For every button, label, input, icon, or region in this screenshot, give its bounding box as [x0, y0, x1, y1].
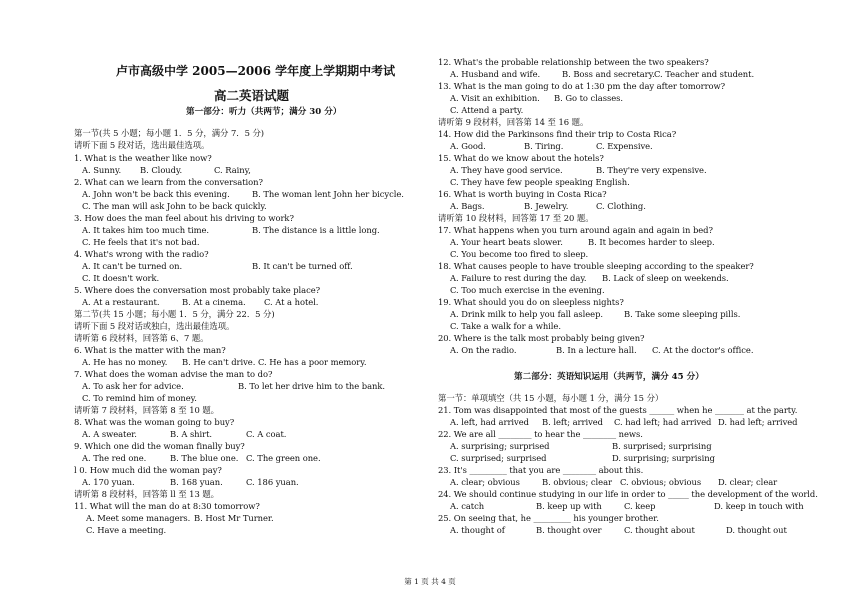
- question-10: l 0. How much did the woman pay?: [74, 465, 222, 475]
- option-3a: A. It takes him too much time.: [82, 225, 210, 235]
- option-16c: C. Clothing.: [596, 201, 646, 211]
- material-8-note: 请听第 8 段材料，回答第 ll 至 13 题。: [74, 489, 219, 499]
- option-21c: C. had left; had arrived: [614, 417, 712, 427]
- option-13a: A. Visit an exhibition.: [450, 93, 540, 103]
- option-23a: A. clear; obvious: [450, 477, 520, 487]
- option-25b: B. thought over: [536, 525, 602, 535]
- option-15c: C. They have few people speaking English.: [450, 177, 630, 187]
- question-12: 12. What's the probable relationship between the two speakers?: [438, 57, 709, 67]
- question-25: 25. On seeing that, he _________ his younger brother.: [438, 513, 659, 523]
- option-12c: C. Teacher and student.: [654, 69, 755, 79]
- option-13b: B. Go to classes.: [554, 93, 623, 103]
- question-3: 3. How does the man feel about his driving to work?: [74, 213, 294, 223]
- option-4a: A. It can't be turned on.: [82, 261, 183, 271]
- material-10-note: 请听第 10 段材料，回答第 17 至 20 题。: [438, 213, 594, 223]
- option-19a: A. Drink milk to help you fall asleep.: [450, 309, 604, 319]
- option-9c: C. The green one.: [246, 453, 321, 463]
- option-15b: B. They're very expensive.: [596, 165, 707, 175]
- question-20: 20. Where is the talk most probably being given?: [438, 333, 645, 343]
- option-5b: B. At a cinema.: [182, 297, 246, 307]
- option-4b: B. It can't be turned off.: [252, 261, 353, 271]
- option-18c: C. Too much exercise in the evening.: [450, 285, 605, 295]
- option-7c: C. To remind him of money.: [82, 393, 197, 403]
- section2-instruction: 请听下面 5 段对话或独白，选出最佳选项。: [74, 321, 235, 331]
- option-22b: B. surprised; surprising: [612, 441, 712, 451]
- section1-instruction: 请听下面 5 段对话，选出最佳选项。: [74, 140, 210, 150]
- question-23: 23. It's _________ that you are ________ about this.: [438, 465, 644, 475]
- question-1: 1. What is the weather like now?: [74, 153, 212, 163]
- option-20a: A. On the radio.: [450, 345, 517, 355]
- option-20b: B. In a lecture hall.: [556, 345, 637, 355]
- option-2a: A. John won't be back this evening.: [82, 189, 230, 199]
- material-9-note: 请听第 9 段材料，回答第 14 至 16 题。: [438, 117, 589, 127]
- part2-section1-heading: 第一节：单项填空（共 15 小题，每小题 1 分，满分 15 分）: [438, 393, 664, 403]
- option-9b: B. The blue one.: [170, 453, 239, 463]
- question-24: 24. We should continue studying in our life in order to _____ the development of the world.: [438, 489, 818, 499]
- option-14c: C. Expensive.: [596, 141, 653, 151]
- material-7-note: 请听第 7 段材料，回答第 8 至 10 题。: [74, 405, 220, 415]
- option-18a: A. Failure to rest during the day.: [450, 273, 587, 283]
- option-21b: B. left; arrived: [542, 417, 603, 427]
- question-6: 6. What is the matter with the man?: [74, 345, 226, 355]
- option-17b: B. It becomes harder to sleep.: [588, 237, 715, 247]
- question-16: 16. What is worth buying in Costa Rica?: [438, 189, 607, 199]
- option-1c: C. Rainy,: [214, 165, 251, 175]
- option-12a: A. Husband and wife.: [450, 69, 541, 79]
- option-10a: A. 170 yuan.: [82, 477, 135, 487]
- option-15a: A. They have good service.: [450, 165, 563, 175]
- material-6-note: 请听第 6 段材料，回答第 6、7 题。: [74, 333, 209, 343]
- option-10b: B. 168 yuan.: [170, 477, 223, 487]
- option-8a: A. A sweater.: [82, 429, 137, 439]
- option-18b: B. Lack of sleep on weekends.: [602, 273, 729, 283]
- option-6b: B. He can't drive.: [182, 357, 256, 367]
- question-15: 15. What do we know about the hotels?: [438, 153, 604, 163]
- option-21d: D. had left; arrived: [718, 417, 798, 427]
- option-16b: B. Jewelry.: [524, 201, 569, 211]
- option-6a: A. He has no money.: [82, 357, 168, 367]
- option-9a: A. The red one.: [82, 453, 147, 463]
- option-22a: A. surprising; surprised: [450, 441, 550, 451]
- question-8: 8. What was the woman going to buy?: [74, 417, 235, 427]
- option-8c: C. A coat.: [246, 429, 287, 439]
- option-7b: B. To let her drive him to the bank.: [238, 381, 385, 391]
- option-14a: A. Good.: [450, 141, 486, 151]
- question-13: 13. What is the man going to do at 1:30 pm the day after tomorrow?: [438, 81, 726, 91]
- option-7a: A. To ask her for advice.: [82, 381, 184, 391]
- question-11: 11. What will the man do at 8:30 tomorrow?: [74, 501, 260, 511]
- option-11c: C. Have a meeting.: [86, 525, 167, 535]
- option-11a: A. Meet some managers.: [86, 513, 191, 523]
- question-9: 9. Which one did the woman finally buy?: [74, 441, 245, 451]
- part2-heading: 第二部分：英语知识运用（共两节，满分 45 分）: [514, 372, 704, 382]
- question-19: 19. What should you do on sleepless nights?: [438, 297, 624, 307]
- option-8b: B. A shirt.: [170, 429, 213, 439]
- option-4c: C. It doesn't work.: [82, 273, 160, 283]
- option-23b: B. obvious; clear: [542, 477, 612, 487]
- section1-heading: 第一节(共 5 小题；每小题 1．5 分，满分 7．5 分): [74, 128, 265, 138]
- question-18: 18. What causes people to have trouble sleeping according to the speaker?: [438, 261, 754, 271]
- option-23d: D. clear; clear: [718, 477, 778, 487]
- question-17: 17. What happens when you turn around again and again in bed?: [438, 225, 713, 235]
- option-16a: A. Bags.: [450, 201, 485, 211]
- option-22c: C. surprised; surprised: [450, 453, 547, 463]
- option-3c: C. He feels that it's not bad.: [82, 237, 200, 247]
- option-24d: D. keep in touch with: [714, 501, 804, 511]
- question-22: 22. We are all ________ to hear the ________ news.: [438, 429, 643, 439]
- option-5c: C. At a hotel.: [264, 297, 319, 307]
- option-25a: A. thought of: [450, 525, 505, 535]
- option-6c: C. He has a poor memory.: [258, 357, 367, 367]
- option-22d: D. surprising; surprising: [612, 453, 715, 463]
- option-25d: D. thought out: [726, 525, 787, 535]
- exam-subtitle: 高二英语试题: [214, 88, 290, 103]
- page-footer: 第 1 页 共 4 页: [404, 577, 456, 586]
- option-10c: C. 186 yuan.: [246, 477, 299, 487]
- option-11b: B. Host Mr Turner.: [194, 513, 274, 523]
- option-21a: A. left, had arrived: [450, 417, 529, 427]
- option-24b: B. keep up with: [536, 501, 602, 511]
- option-25c: C. thought about: [624, 525, 695, 535]
- question-7: 7. What does the woman advise the man to do?: [74, 369, 273, 379]
- option-2b: B. The woman lent John her bicycle.: [252, 189, 404, 199]
- option-17c: C. You become too fired to sleep.: [450, 249, 589, 259]
- question-21: 21. Tom was disappointed that most of the guests ______ when he _______ at the party.: [438, 405, 798, 415]
- option-23c: C. obvious; obvious: [620, 477, 702, 487]
- option-2c: C. The man will ask John to be back quickly.: [82, 201, 267, 211]
- option-5a: A. At a restaurant.: [82, 297, 160, 307]
- question-14: 14. How did the Parkinsons find their trip to Costa Rica?: [438, 129, 677, 139]
- option-14b: B. Tiring.: [524, 141, 564, 151]
- question-5: 5. Where does the conversation most probably take place?: [74, 285, 321, 295]
- option-13c: C. Attend a party.: [450, 105, 524, 115]
- section2-heading: 第二节(共 15 小题；每小题 1．5 分，满分 22．5 分): [74, 309, 275, 319]
- option-24c: C. keep: [624, 501, 656, 511]
- question-4: 4. What's wrong with the radio?: [74, 249, 209, 259]
- option-1a: A. Sunny.: [82, 165, 122, 175]
- question-2: 2. What can we learn from the conversation?: [74, 177, 263, 187]
- exam-title: 卢市高级中学 2005—2006 学年度上学期期中考试: [116, 64, 396, 78]
- option-19c: C. Take a walk for a while.: [450, 321, 561, 331]
- option-12b: B. Boss and secretary.: [562, 69, 655, 79]
- option-17a: A. Your heart beats slower.: [450, 237, 563, 247]
- option-19b: B. Take some sleeping pills.: [624, 309, 741, 319]
- part1-heading: 第一部分：听力（共两节；满分 30 分）: [186, 107, 342, 117]
- option-24a: A. catch: [450, 501, 485, 511]
- option-20c: C. At the doctor's office.: [652, 345, 754, 355]
- option-1b: B. Cloudy.: [140, 165, 183, 175]
- option-3b: B. The distance is a little long.: [252, 225, 380, 235]
